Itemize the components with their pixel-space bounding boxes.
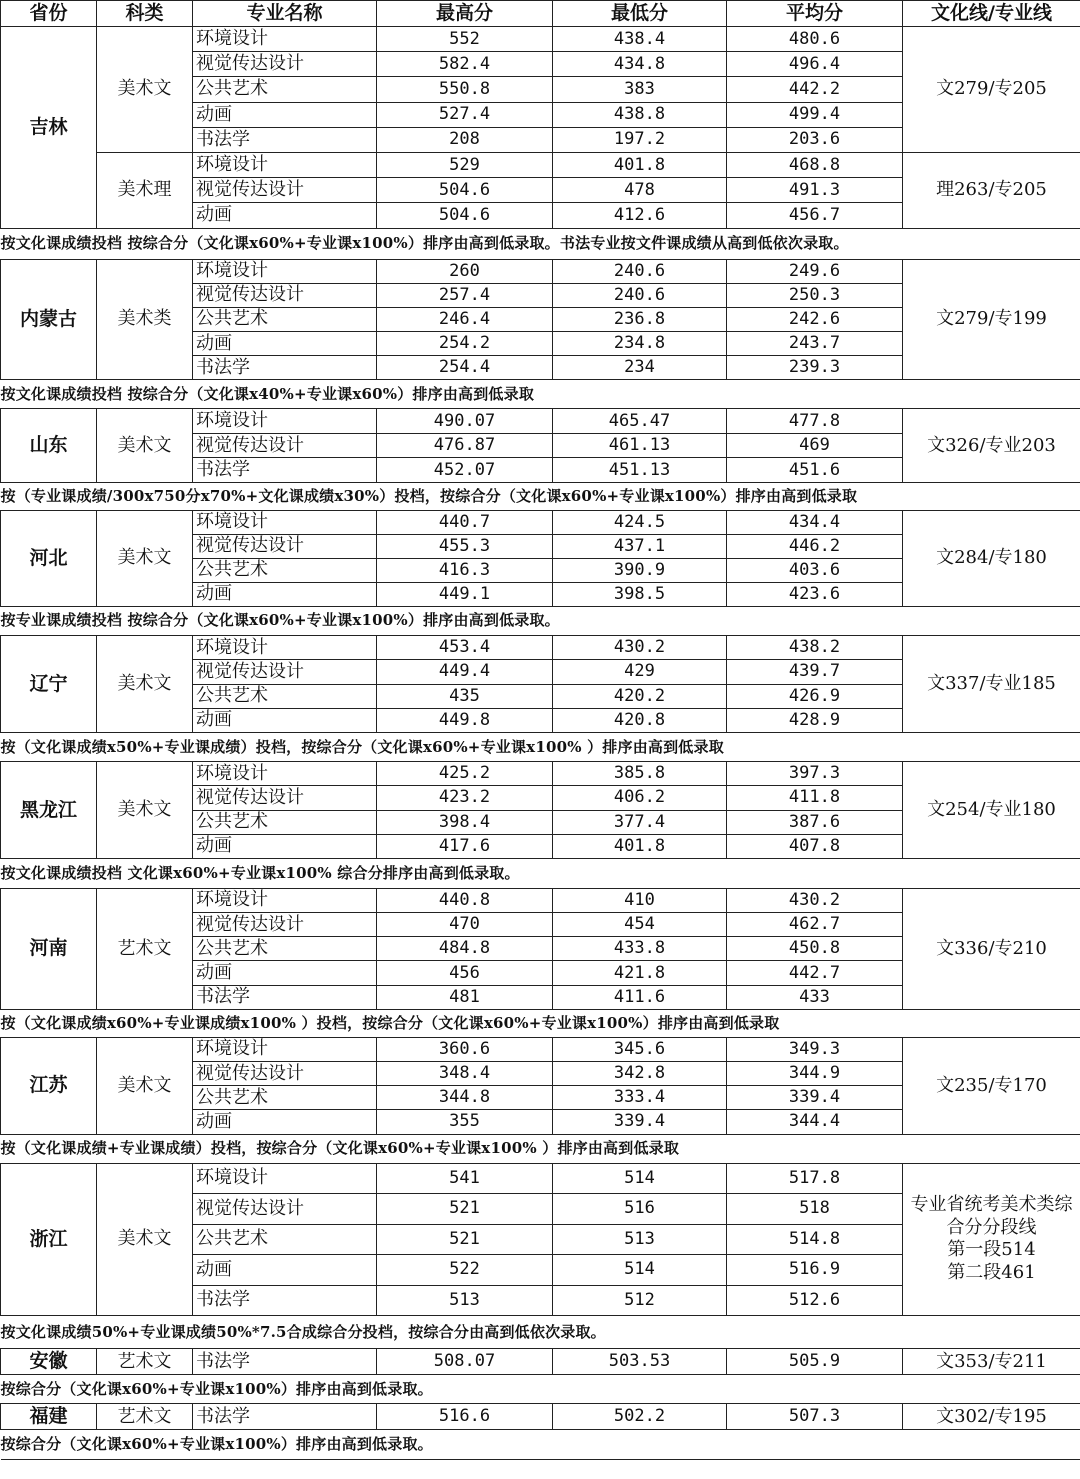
- note-row: [1, 1134, 1080, 1163]
- major-cell: 环境设计: [193, 762, 377, 786]
- max-score-cell: 481: [377, 985, 553, 1009]
- major-cell: 书法学: [193, 1404, 377, 1430]
- max-score-cell: 449.4: [377, 660, 553, 684]
- major-cell: 书法学: [193, 1285, 377, 1316]
- major-cell: 公共艺术: [193, 1086, 377, 1110]
- major-cell: 环境设计: [193, 152, 377, 177]
- header-province: 省份: [1, 1, 97, 27]
- note-row: [1, 228, 1080, 259]
- max-score-cell: 484.8: [377, 937, 553, 961]
- major-cell: 视觉传达设计: [193, 433, 377, 458]
- avg-score-cell: 477.8: [727, 409, 903, 434]
- major-cell: 书法学: [193, 356, 377, 380]
- major-cell: 视觉传达设计: [193, 52, 377, 77]
- avg-score-cell: 512.6: [727, 1285, 903, 1316]
- province-cell: 安徽: [1, 1349, 97, 1375]
- max-score-cell: 521: [377, 1224, 553, 1255]
- major-cell: 环境设计: [193, 635, 377, 659]
- max-score-cell: 435: [377, 684, 553, 708]
- major-cell: 视觉传达设计: [193, 178, 377, 203]
- avg-score-cell: 462.7: [727, 913, 903, 937]
- min-score-cell: 412.6: [553, 203, 727, 228]
- max-score-cell: 490.07: [377, 409, 553, 434]
- max-score-cell: 508.07: [377, 1349, 553, 1375]
- max-score-cell: 254.2: [377, 332, 553, 356]
- major-cell: 公共艺术: [193, 307, 377, 331]
- province-cell: 吉林: [1, 27, 97, 229]
- table-row: [1, 1404, 1080, 1430]
- province-cell: 山东: [1, 409, 97, 483]
- major-cell: 公共艺术: [193, 558, 377, 582]
- min-score-cell: 390.9: [553, 558, 727, 582]
- note-row: [1, 1430, 1080, 1460]
- avg-score-cell: 516.9: [727, 1255, 903, 1286]
- major-cell: 环境设计: [193, 888, 377, 912]
- min-score-cell: 454: [553, 913, 727, 937]
- min-score-cell: 514: [553, 1255, 727, 1286]
- category-cell: 美术文: [97, 635, 193, 732]
- admission-rule-note: 按综合分（文化课x60%+专业课x100%）排序由高到低录取。: [1, 1430, 1080, 1460]
- min-score-cell: 333.4: [553, 1086, 727, 1110]
- avg-score-cell: 407.8: [727, 834, 903, 858]
- avg-score-cell: 514.8: [727, 1224, 903, 1255]
- max-score-cell: 452.07: [377, 458, 553, 483]
- max-score-cell: 455.3: [377, 534, 553, 558]
- avg-score-cell: 428.9: [727, 708, 903, 732]
- table-row: [1, 259, 1080, 283]
- table-row: [1, 1037, 1080, 1061]
- max-score-cell: 529: [377, 152, 553, 177]
- category-cell: 艺术文: [97, 1404, 193, 1430]
- avg-score-cell: 430.2: [727, 888, 903, 912]
- min-score-cell: 410: [553, 888, 727, 912]
- avg-score-cell: 518: [727, 1194, 903, 1225]
- category-cell: 美术文: [97, 1037, 193, 1134]
- max-score-cell: 360.6: [377, 1037, 553, 1061]
- major-cell: 视觉传达设计: [193, 786, 377, 810]
- table-row: [1, 510, 1080, 534]
- min-score-cell: 437.1: [553, 534, 727, 558]
- major-cell: 动画: [193, 203, 377, 228]
- min-score-cell: 438.4: [553, 27, 727, 52]
- province-cell: 福建: [1, 1404, 97, 1430]
- table-row: [1, 762, 1080, 786]
- min-score-cell: 478: [553, 178, 727, 203]
- major-cell: 环境设计: [193, 1163, 377, 1194]
- cutoff-line-cell: 文254/专业180: [903, 762, 1080, 859]
- min-score-cell: 240.6: [553, 259, 727, 283]
- major-cell: 环境设计: [193, 409, 377, 434]
- province-cell: 江苏: [1, 1037, 97, 1134]
- max-score-cell: 254.4: [377, 356, 553, 380]
- admission-rule-note: 按文化课成绩投档 文化课x60%+专业课x100% 综合分排序由高到低录取。: [1, 858, 1080, 888]
- max-score-cell: 208: [377, 127, 553, 152]
- table-row: [1, 409, 1080, 434]
- avg-score-cell: 439.7: [727, 660, 903, 684]
- header-major: 专业名称: [193, 1, 377, 27]
- major-cell: 环境设计: [193, 27, 377, 52]
- cutoff-line-cell: 文279/专205: [903, 27, 1080, 153]
- max-score-cell: 504.6: [377, 178, 553, 203]
- avg-score-cell: 438.2: [727, 635, 903, 659]
- avg-score-cell: 249.6: [727, 259, 903, 283]
- note-row: [1, 606, 1080, 635]
- major-cell: 视觉传达设计: [193, 913, 377, 937]
- min-score-cell: 503.53: [553, 1349, 727, 1375]
- major-cell: 动画: [193, 834, 377, 858]
- province-cell: 辽宁: [1, 635, 97, 732]
- max-score-cell: 516.6: [377, 1404, 553, 1430]
- min-score-cell: 420.2: [553, 684, 727, 708]
- avg-score-cell: 434.4: [727, 510, 903, 534]
- category-cell: 美术文: [97, 409, 193, 483]
- avg-score-cell: 397.3: [727, 762, 903, 786]
- cutoff-line-cell: 文336/专210: [903, 888, 1080, 1009]
- max-score-cell: 398.4: [377, 810, 553, 834]
- min-score-cell: 234.8: [553, 332, 727, 356]
- province-cell: 浙江: [1, 1163, 97, 1316]
- category-cell: 艺术文: [97, 1349, 193, 1375]
- max-score-cell: 456: [377, 961, 553, 985]
- min-score-cell: 236.8: [553, 307, 727, 331]
- avg-score-cell: 242.6: [727, 307, 903, 331]
- category-cell: 美术文: [97, 27, 193, 153]
- table-row: [1, 27, 1080, 52]
- avg-score-cell: 505.9: [727, 1349, 903, 1375]
- note-row: [1, 1009, 1080, 1037]
- min-score-cell: 342.8: [553, 1062, 727, 1086]
- cutoff-line-cell: 文235/专170: [903, 1037, 1080, 1134]
- avg-score-cell: 433: [727, 985, 903, 1009]
- avg-score-cell: 468.8: [727, 152, 903, 177]
- max-score-cell: 449.8: [377, 708, 553, 732]
- avg-score-cell: 344.9: [727, 1062, 903, 1086]
- major-cell: 公共艺术: [193, 937, 377, 961]
- avg-score-cell: 426.9: [727, 684, 903, 708]
- cutoff-line-cell: 专业省统考美术类综合分分段线 第一段514 第二段461: [903, 1163, 1080, 1316]
- major-cell: 动画: [193, 102, 377, 127]
- min-score-cell: 411.6: [553, 985, 727, 1009]
- admission-rule-note: 按专业课成绩投档 按综合分（文化课x60%+专业课x100%）排序由高到低录取。: [1, 606, 1080, 635]
- avg-score-cell: 243.7: [727, 332, 903, 356]
- min-score-cell: 424.5: [553, 510, 727, 534]
- avg-score-cell: 403.6: [727, 558, 903, 582]
- major-cell: 公共艺术: [193, 810, 377, 834]
- min-score-cell: 502.2: [553, 1404, 727, 1430]
- avg-score-cell: 480.6: [727, 27, 903, 52]
- province-cell: 河北: [1, 510, 97, 606]
- max-score-cell: 522: [377, 1255, 553, 1286]
- table-row: [1, 1349, 1080, 1375]
- avg-score-cell: 239.3: [727, 356, 903, 380]
- avg-score-cell: 250.3: [727, 283, 903, 307]
- table-row: [1, 635, 1080, 659]
- max-score-cell: 260: [377, 259, 553, 283]
- max-score-cell: 513: [377, 1285, 553, 1316]
- major-cell: 公共艺术: [193, 684, 377, 708]
- major-cell: 公共艺术: [193, 77, 377, 102]
- min-score-cell: 433.8: [553, 937, 727, 961]
- major-cell: 动画: [193, 1110, 377, 1134]
- avg-score-cell: 423.6: [727, 582, 903, 606]
- major-cell: 动画: [193, 332, 377, 356]
- major-cell: 书法学: [193, 458, 377, 483]
- admission-rule-note: 按（文化课成绩+专业课成绩）投档，按综合分（文化课x60%+专业课x100% ）排序由高到低录取: [1, 1134, 1080, 1163]
- note-row: [1, 858, 1080, 888]
- cutoff-line-cell: 文326/专业203: [903, 409, 1080, 483]
- min-score-cell: 197.2: [553, 127, 727, 152]
- max-score-cell: 257.4: [377, 283, 553, 307]
- avg-score-cell: 339.4: [727, 1086, 903, 1110]
- min-score-cell: 377.4: [553, 810, 727, 834]
- avg-score-cell: 442.2: [727, 77, 903, 102]
- major-cell: 视觉传达设计: [193, 1062, 377, 1086]
- min-score-cell: 434.8: [553, 52, 727, 77]
- min-score-cell: 430.2: [553, 635, 727, 659]
- min-score-cell: 339.4: [553, 1110, 727, 1134]
- max-score-cell: 425.2: [377, 762, 553, 786]
- min-score-cell: 438.8: [553, 102, 727, 127]
- major-cell: 书法学: [193, 127, 377, 152]
- min-score-cell: 513: [553, 1224, 727, 1255]
- max-score-cell: 348.4: [377, 1062, 553, 1086]
- avg-score-cell: 496.4: [727, 52, 903, 77]
- avg-score-cell: 446.2: [727, 534, 903, 558]
- avg-score-cell: 203.6: [727, 127, 903, 152]
- avg-score-cell: 387.6: [727, 810, 903, 834]
- table-row: [1, 1163, 1080, 1194]
- header-min-score: 最低分: [553, 1, 727, 27]
- province-cell: 内蒙古: [1, 259, 97, 380]
- min-score-cell: 345.6: [553, 1037, 727, 1061]
- avg-score-cell: 344.4: [727, 1110, 903, 1134]
- max-score-cell: 504.6: [377, 203, 553, 228]
- major-cell: 环境设计: [193, 1037, 377, 1061]
- major-cell: 公共艺术: [193, 1224, 377, 1255]
- max-score-cell: 550.8: [377, 77, 553, 102]
- max-score-cell: 521: [377, 1194, 553, 1225]
- category-cell: 美术理: [97, 152, 193, 228]
- max-score-cell: 582.4: [377, 52, 553, 77]
- max-score-cell: 449.1: [377, 582, 553, 606]
- header-cutoff-line: 文化线/专业线: [903, 1, 1080, 27]
- min-score-cell: 401.8: [553, 834, 727, 858]
- note-row: [1, 380, 1080, 409]
- cutoff-line-cell: 文353/专211: [903, 1349, 1080, 1375]
- min-score-cell: 465.47: [553, 409, 727, 434]
- table-row: [1, 888, 1080, 912]
- max-score-cell: 423.2: [377, 786, 553, 810]
- province-cell: 黑龙江: [1, 762, 97, 859]
- max-score-cell: 355: [377, 1110, 553, 1134]
- header-category: 科类: [97, 1, 193, 27]
- max-score-cell: 552: [377, 27, 553, 52]
- cutoff-line-cell: 文279/专199: [903, 259, 1080, 380]
- avg-score-cell: 499.4: [727, 102, 903, 127]
- admission-rule-note: 按综合分（文化课x60%+专业课x100%）排序由高到低录取。: [1, 1375, 1080, 1404]
- major-cell: 视觉传达设计: [193, 283, 377, 307]
- note-row: [1, 733, 1080, 762]
- major-cell: 书法学: [193, 1349, 377, 1375]
- avg-score-cell: 469: [727, 433, 903, 458]
- min-score-cell: 398.5: [553, 582, 727, 606]
- min-score-cell: 420.8: [553, 708, 727, 732]
- min-score-cell: 421.8: [553, 961, 727, 985]
- max-score-cell: 527.4: [377, 102, 553, 127]
- min-score-cell: 461.13: [553, 433, 727, 458]
- min-score-cell: 234: [553, 356, 727, 380]
- max-score-cell: 246.4: [377, 307, 553, 331]
- major-cell: 动画: [193, 708, 377, 732]
- major-cell: 视觉传达设计: [193, 660, 377, 684]
- avg-score-cell: 442.7: [727, 961, 903, 985]
- header-row: [1, 1, 1080, 27]
- max-score-cell: 476.87: [377, 433, 553, 458]
- min-score-cell: 385.8: [553, 762, 727, 786]
- admission-rule-note: 按文化课成绩投档 按综合分（文化课x40%+专业课x60%）排序由高到低录取: [1, 380, 1080, 409]
- header-max-score: 最高分: [377, 1, 553, 27]
- avg-score-cell: 411.8: [727, 786, 903, 810]
- avg-score-cell: 517.8: [727, 1163, 903, 1194]
- avg-score-cell: 507.3: [727, 1404, 903, 1430]
- max-score-cell: 440.7: [377, 510, 553, 534]
- max-score-cell: 453.4: [377, 635, 553, 659]
- admission-rule-note: 按文化课成绩投档 按综合分（文化课x60%+专业课x100%）排序由高到低录取。书法专业按文件课成绩从高到低依次录取。: [1, 228, 1080, 259]
- avg-score-cell: 491.3: [727, 178, 903, 203]
- category-cell: 美术文: [97, 510, 193, 606]
- major-cell: 动画: [193, 582, 377, 606]
- category-cell: 美术文: [97, 762, 193, 859]
- cutoff-line-cell: 文302/专195: [903, 1404, 1080, 1430]
- major-cell: 环境设计: [193, 259, 377, 283]
- cutoff-line-cell: 理263/专205: [903, 152, 1080, 228]
- note-row: [1, 482, 1080, 510]
- major-cell: 视觉传达设计: [193, 1194, 377, 1225]
- min-score-cell: 383: [553, 77, 727, 102]
- admission-rule-note: 按（文化课成绩x60%+专业课成绩x100% ）投档，按综合分（文化课x60%+专业课x100%）排序由高到低录取: [1, 1009, 1080, 1037]
- major-cell: 书法学: [193, 985, 377, 1009]
- max-score-cell: 417.6: [377, 834, 553, 858]
- category-cell: 美术文: [97, 1163, 193, 1316]
- min-score-cell: 429: [553, 660, 727, 684]
- note-row: [1, 1375, 1080, 1404]
- avg-score-cell: 349.3: [727, 1037, 903, 1061]
- min-score-cell: 401.8: [553, 152, 727, 177]
- category-cell: 艺术文: [97, 888, 193, 1009]
- admission-rule-note: 按（专业课成绩/300x750分x70%+文化课成绩x30%）投档，按综合分（文化课x60%+专业课x100%）排序由高到低录取: [1, 482, 1080, 510]
- admission-rule-note: 按文化课成绩50%+专业课成绩50%*7.5合成综合分投档，按综合分由高到低依次录取。: [1, 1316, 1080, 1349]
- min-score-cell: 406.2: [553, 786, 727, 810]
- cutoff-line-cell: 文337/专业185: [903, 635, 1080, 732]
- note-row: [1, 1316, 1080, 1349]
- min-score-cell: 516: [553, 1194, 727, 1225]
- major-cell: 动画: [193, 1255, 377, 1286]
- max-score-cell: 470: [377, 913, 553, 937]
- header-avg-score: 平均分: [727, 1, 903, 27]
- max-score-cell: 416.3: [377, 558, 553, 582]
- admission-rule-note: 按（文化课成绩x50%+专业课成绩）投档，按综合分（文化课x60%+专业课x100% ）排序由高到低录取: [1, 733, 1080, 762]
- table-row: [1, 152, 1080, 177]
- cutoff-line-cell: 文284/专180: [903, 510, 1080, 606]
- major-cell: 动画: [193, 961, 377, 985]
- min-score-cell: 514: [553, 1163, 727, 1194]
- min-score-cell: 512: [553, 1285, 727, 1316]
- major-cell: 视觉传达设计: [193, 534, 377, 558]
- max-score-cell: 440.8: [377, 888, 553, 912]
- major-cell: 环境设计: [193, 510, 377, 534]
- avg-score-cell: 456.7: [727, 203, 903, 228]
- min-score-cell: 240.6: [553, 283, 727, 307]
- min-score-cell: 451.13: [553, 458, 727, 483]
- avg-score-cell: 450.8: [727, 937, 903, 961]
- category-cell: 美术类: [97, 259, 193, 380]
- max-score-cell: 344.8: [377, 1086, 553, 1110]
- province-cell: 河南: [1, 888, 97, 1009]
- max-score-cell: 541: [377, 1163, 553, 1194]
- avg-score-cell: 451.6: [727, 458, 903, 483]
